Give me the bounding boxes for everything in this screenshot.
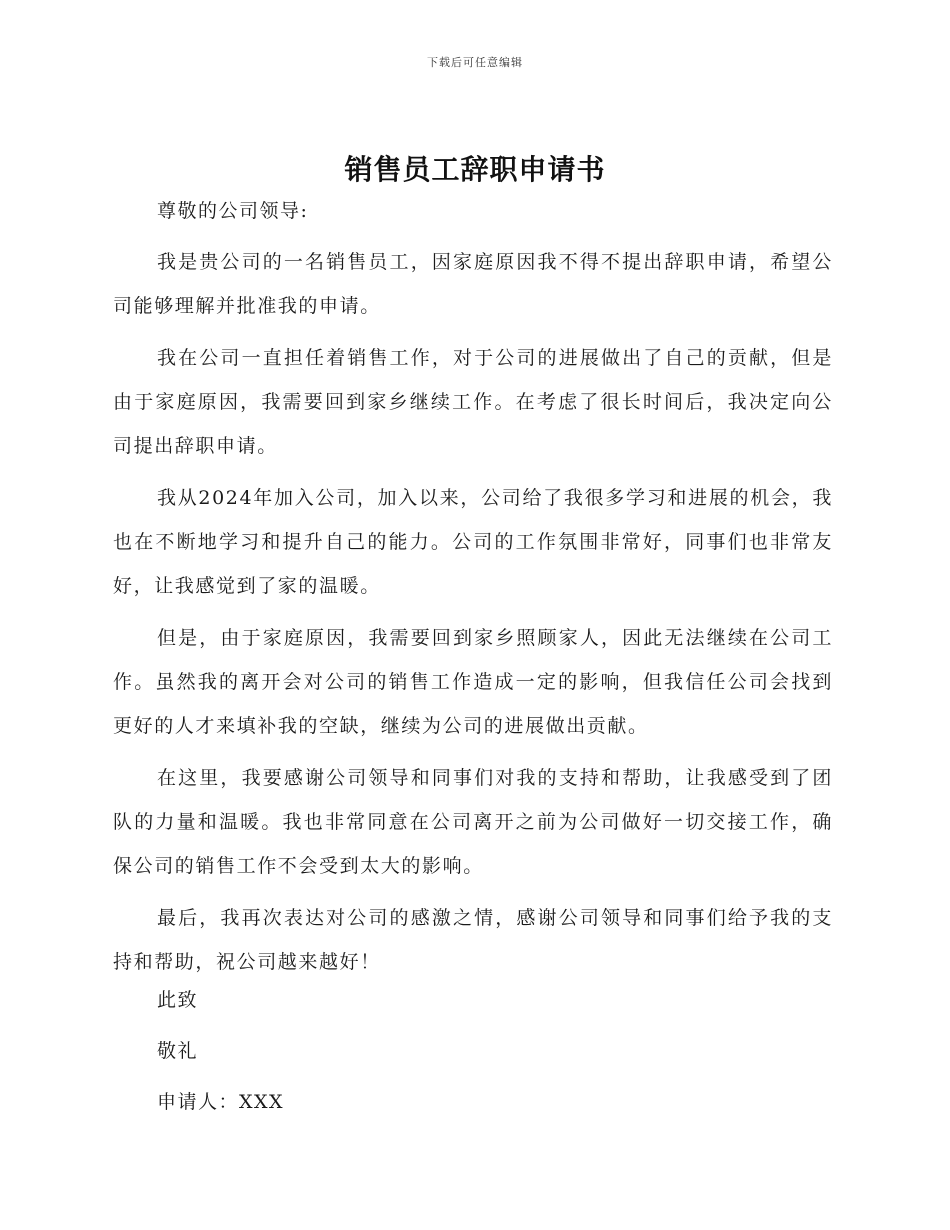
paragraph-thanks: 在这里，我要感谢公司领导和同事们对我的支持和帮助，让我感受到了团队的力量和温暖。我也非常同意在公司离开之前为公司做好一切交接工作，确保公司的销售工作不会受到太大的影响。 <box>113 767 833 877</box>
document-title: 销售员工辞职申请书 <box>344 153 606 186</box>
closing-cizhi: 此致 <box>157 989 199 1011</box>
signature: 申请人：XXX <box>157 1091 285 1113</box>
paragraph-reason: 我是贵公司的一名销售员工，因家庭原因我不得不提出辞职申请，希望公司能够理解并批准我的申请。 <box>113 251 833 317</box>
paragraph-experience: 我从2024年加入公司，加入以来，公司给了我很多学习和进展的机会，我也在不断地学习和提升自己的能力。公司的工作氛围非常好，同事们也非常友好，让我感觉到了家的温暖。 <box>113 487 833 597</box>
letter-body <box>113 240 833 992</box>
salutation: 尊敬的公司领导: <box>157 200 309 222</box>
closing-jingli: 敬礼 <box>157 1040 199 1062</box>
paragraph-background: 我在公司一直担任着销售工作，对于公司的进展做出了自己的贡献，但是由于家庭原因，我需要回到家乡继续工作。在考虑了很长时间后，我决定向公司提出辞职申请。 <box>113 347 833 457</box>
page-header-note: 下载后可任意编辑 <box>427 56 523 69</box>
paragraph-family: 但是，由于家庭原因，我需要回到家乡照顾家人，因此无法继续在公司工作。虽然我的离开会对公司的销售工作造成一定的影响，但我信任公司会找到更好的人才来填补我的空缺，继续为公司的进展做出贡献。 <box>113 627 833 737</box>
paragraph-final: 最后，我再次表达对公司的感激之情，感谢公司领导和同事们给予我的支持和帮助，祝公司越来越好！ <box>113 907 833 973</box>
